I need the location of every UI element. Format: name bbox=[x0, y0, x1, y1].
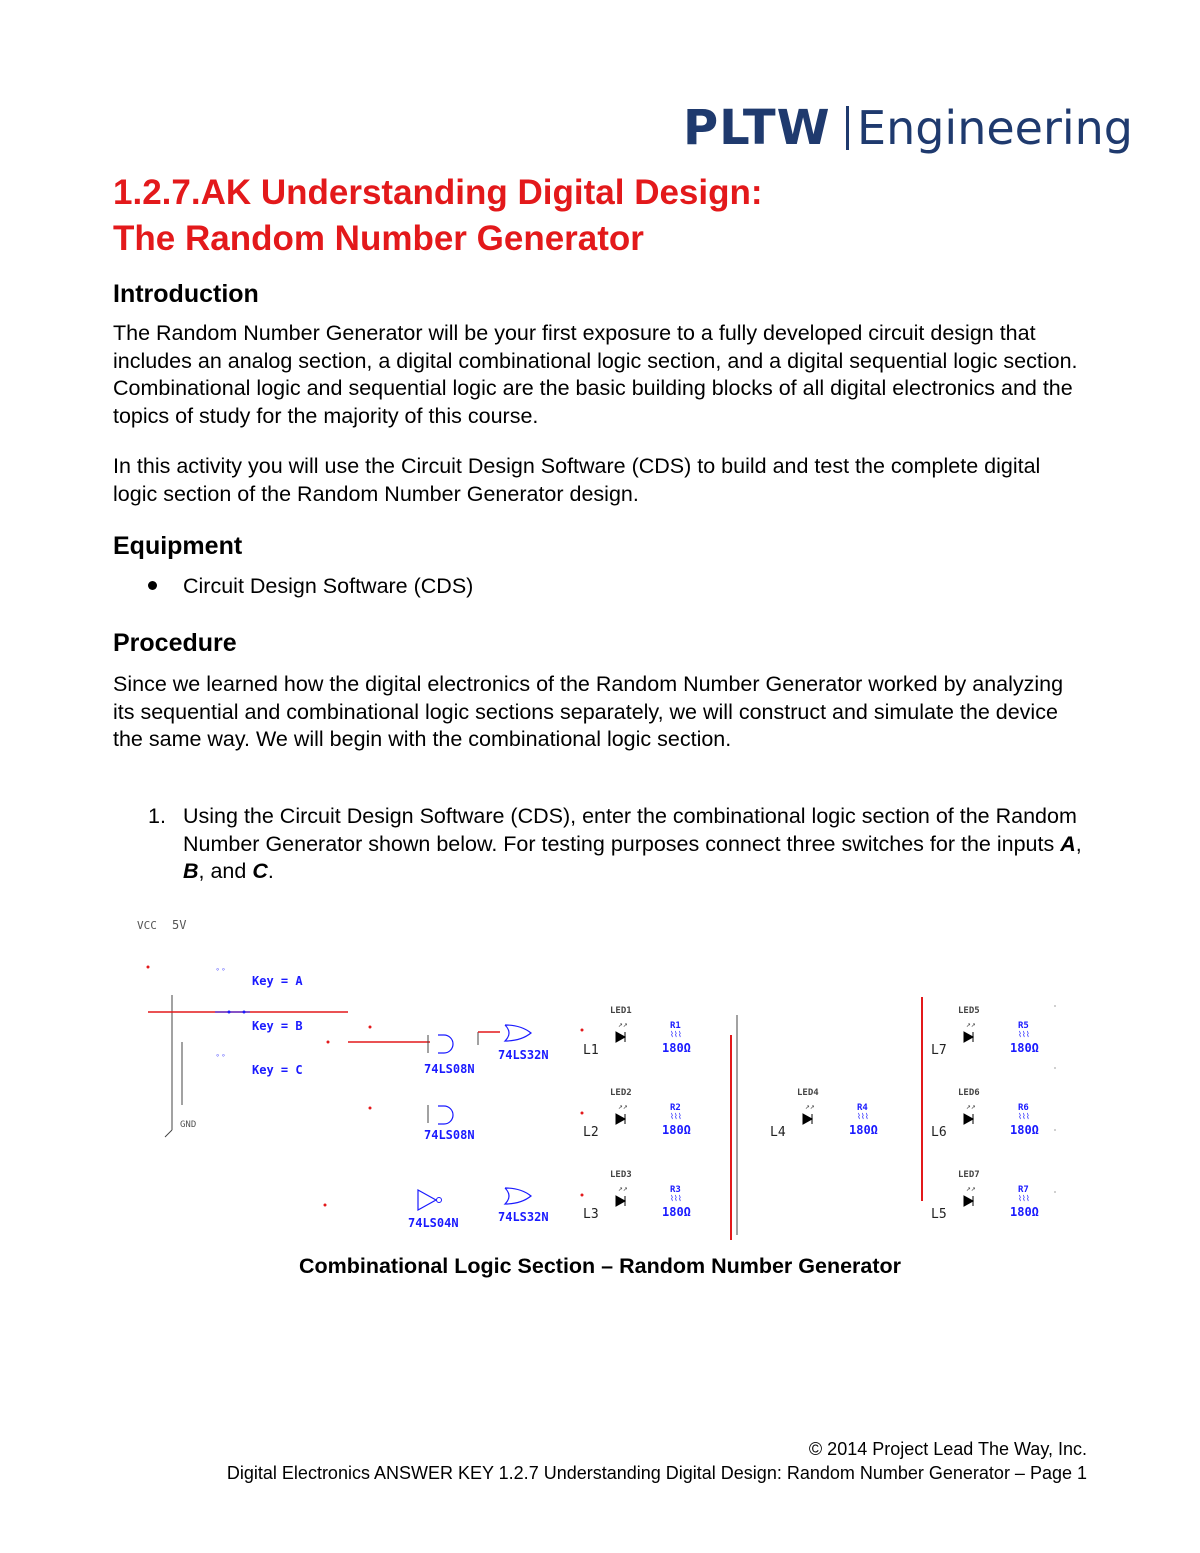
switch-node bbox=[228, 1011, 231, 1014]
key-b-label: Key = B bbox=[252, 1019, 303, 1033]
equipment-list-item bbox=[148, 572, 473, 600]
vcc-value: 5V bbox=[172, 918, 187, 932]
switch-glyph: ◦ ◦ bbox=[216, 964, 225, 974]
led-diode-icon bbox=[616, 1196, 625, 1206]
introduction-heading: Introduction bbox=[113, 280, 259, 308]
equipment-item-text: Circuit Design Software (CDS) bbox=[183, 574, 474, 598]
node-dot bbox=[581, 1029, 584, 1032]
led-diode-icon bbox=[803, 1114, 812, 1124]
resistor-label: R2 bbox=[670, 1103, 681, 1113]
resistor-value: 180Ω bbox=[849, 1123, 878, 1137]
node-dot bbox=[369, 1026, 372, 1029]
procedure-paragraph: Since we learned how the digital electronics of the Random Number Generator worked by analyzing its sequential and combinational logic sections separately, we will construct and simulate the device the same way. We will begin with the combinational logic section. bbox=[113, 672, 1064, 751]
led-emission-icon: ↗↗ bbox=[618, 1020, 628, 1029]
resistor-value: 180Ω bbox=[662, 1041, 691, 1055]
inverter-label: 74LS04N bbox=[408, 1216, 459, 1230]
resistor-label: R5 bbox=[1018, 1021, 1029, 1031]
resistor-label: R7 bbox=[1018, 1185, 1029, 1195]
resistor-zigzag-icon: ⌇⌇⌇ bbox=[1018, 1194, 1030, 1203]
step-text-main: Using the Circuit Design Software (CDS), enter the combinational logic section of the Random Number Generator shown below. For testing purposes connect three switches for the inputs bbox=[183, 804, 1077, 856]
node-dot bbox=[581, 1112, 584, 1115]
led-node-label: L5 bbox=[931, 1207, 947, 1222]
gnd-wire bbox=[165, 1130, 172, 1137]
input-b: B bbox=[183, 859, 199, 883]
introduction-paragraph-1: The Random Number Generator will be your first exposure to a fully developed circuit design that includes an analog section, a digital combinational logic section, and a digital sequential logic section. Combinational logic and sequential logic are the basic building blocks of all digital electronics and the topics of study for the majority of this course. bbox=[113, 321, 1078, 428]
step-sep-1: , bbox=[1075, 831, 1082, 856]
step-sep-2: , and bbox=[198, 859, 253, 883]
logo-brand: PLTW bbox=[683, 100, 831, 156]
title-line-2: The Random Number Generator bbox=[113, 219, 644, 258]
and-gate-1-symbol bbox=[438, 1035, 453, 1053]
or-gate-2-label: 74LS32N bbox=[498, 1210, 549, 1224]
node-dot bbox=[369, 1107, 372, 1110]
led-diode-icon bbox=[616, 1032, 625, 1042]
resistor-value: 180Ω bbox=[1010, 1123, 1039, 1137]
inverter-symbol bbox=[418, 1190, 436, 1210]
figure-caption: Combinational Logic Section – Random Number Generator bbox=[298, 1254, 902, 1278]
gnd-label: GND bbox=[180, 1120, 197, 1130]
step-number: 1. bbox=[148, 804, 166, 828]
bullet-icon bbox=[148, 581, 157, 590]
input-c: C bbox=[252, 859, 268, 883]
led-label: LED1 bbox=[610, 1006, 632, 1016]
resistor-value: 180Ω bbox=[1010, 1205, 1039, 1219]
logo-division: Engineering bbox=[857, 101, 1133, 155]
resistor-zigzag-icon: ⌇⌇⌇ bbox=[670, 1030, 682, 1039]
resistor-value: 180Ω bbox=[1010, 1041, 1039, 1055]
and-gate-2-symbol bbox=[438, 1106, 453, 1124]
vcc-label: VCC bbox=[137, 919, 157, 932]
led-node-label: L4 bbox=[770, 1125, 786, 1140]
key-a-label: Key = A bbox=[252, 974, 303, 988]
led-node-label: L7 bbox=[931, 1043, 947, 1058]
led-diode-icon bbox=[964, 1196, 973, 1206]
resistor-zigzag-icon: ⌇⌇⌇ bbox=[1018, 1112, 1030, 1121]
switch-node bbox=[243, 1011, 246, 1014]
led-node-label: L6 bbox=[931, 1125, 947, 1140]
equipment-heading: Equipment bbox=[113, 532, 243, 560]
resistor-zigzag-icon: ⌇⌇⌇ bbox=[670, 1112, 682, 1121]
or-gate-1-symbol bbox=[505, 1025, 531, 1041]
footer-copyright: © 2014 Project Lead The Way, Inc. bbox=[808, 1439, 1087, 1459]
introduction-paragraph-2: In this activity you will use the Circuit Design Software (CDS) to build and test the complete digital logic section of the Random Number Generator design. bbox=[113, 454, 1041, 506]
procedure-heading: Procedure bbox=[113, 629, 237, 657]
title-line-1: 1.2.7.AK Understanding Digital Design: bbox=[113, 173, 763, 212]
led-emission-icon: ↗↗ bbox=[966, 1184, 976, 1193]
inverter-bubble bbox=[437, 1198, 442, 1203]
led-emission-icon: ↗↗ bbox=[618, 1184, 628, 1193]
resistor-value: 180Ω bbox=[662, 1123, 691, 1137]
resistor-label: R1 bbox=[670, 1021, 681, 1031]
led-node-label: L2 bbox=[583, 1125, 599, 1140]
or-gate-1-label: 74LS32N bbox=[498, 1048, 549, 1062]
or-gate-2-symbol bbox=[505, 1188, 531, 1204]
led-label: LED4 bbox=[797, 1088, 819, 1098]
led-emission-icon: ↗↗ bbox=[805, 1102, 815, 1111]
led-emission-icon: ↗↗ bbox=[966, 1102, 976, 1111]
and-gate-1-label: 74LS08N bbox=[424, 1062, 475, 1076]
combinational-logic-schematic bbox=[120, 905, 1080, 1245]
led-label: LED2 bbox=[610, 1088, 632, 1098]
led-emission-icon: ↗↗ bbox=[618, 1102, 628, 1111]
node-dot bbox=[324, 1204, 327, 1207]
step-text bbox=[183, 803, 1088, 886]
resistor-label: R3 bbox=[670, 1185, 681, 1195]
key-c-label: Key = C bbox=[252, 1063, 303, 1077]
and-gate-2-label: 74LS08N bbox=[424, 1128, 475, 1142]
node-dot bbox=[581, 1194, 584, 1197]
led-label: LED5 bbox=[958, 1006, 980, 1016]
resistor-label: R4 bbox=[857, 1103, 868, 1113]
led-label: LED3 bbox=[610, 1170, 632, 1180]
led-node-label: L3 bbox=[583, 1207, 599, 1222]
step-end: . bbox=[267, 859, 274, 883]
resistor-label: R6 bbox=[1018, 1103, 1029, 1113]
node-dot bbox=[327, 1041, 330, 1044]
node-dot bbox=[147, 966, 150, 969]
resistor-value: 180Ω bbox=[662, 1205, 691, 1219]
led-label: LED7 bbox=[958, 1170, 980, 1180]
footer-page-line: Digital Electronics ANSWER KEY 1.2.7 Understanding Digital Design: Random Number Generator – Page 1 bbox=[226, 1463, 1087, 1483]
page-title bbox=[113, 170, 763, 262]
led-diode-icon bbox=[964, 1114, 973, 1124]
logo-divider bbox=[846, 106, 849, 150]
led-diode-icon bbox=[964, 1032, 973, 1042]
led-emission-icon: ↗↗ bbox=[966, 1020, 976, 1029]
input-a: A bbox=[1060, 831, 1076, 856]
led-label: LED6 bbox=[958, 1088, 980, 1098]
led-array bbox=[583, 1006, 1039, 1222]
resistor-zigzag-icon: ⌇⌇⌇ bbox=[857, 1112, 869, 1121]
resistor-zigzag-icon: ⌇⌇⌇ bbox=[1018, 1030, 1030, 1039]
switch-glyph: ◦ ◦ bbox=[216, 1050, 225, 1060]
led-node-label: L1 bbox=[583, 1043, 599, 1058]
led-diode-icon bbox=[616, 1114, 625, 1124]
resistor-zigzag-icon: ⌇⌇⌇ bbox=[670, 1194, 682, 1203]
